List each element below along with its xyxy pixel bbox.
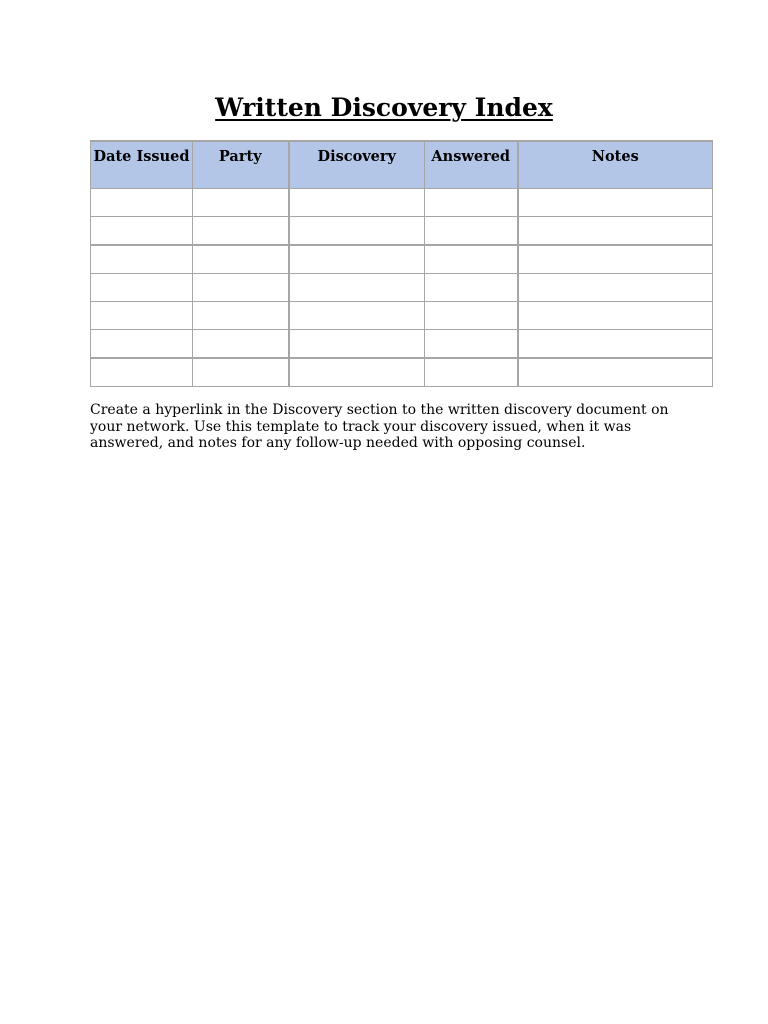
instructions-paragraph: Create a hyperlink in the Discovery section to the written discovery document on your network. Use this template to track your discovery issued, when it was answered, and notes for any follow-up needed with opposing counsel. <box>90 402 669 451</box>
table-cell[interactable] <box>193 188 289 216</box>
table-cell[interactable] <box>289 245 425 274</box>
table-cell[interactable] <box>425 273 518 301</box>
table-cell[interactable] <box>425 301 518 329</box>
table-cell[interactable] <box>193 273 289 301</box>
table-cell[interactable] <box>289 273 425 301</box>
table-cell[interactable] <box>91 301 193 329</box>
table-cell[interactable] <box>193 301 289 329</box>
table-cell[interactable] <box>193 245 289 274</box>
table-cell[interactable] <box>91 329 193 358</box>
table-cell[interactable] <box>91 358 193 387</box>
table-cell[interactable] <box>518 301 713 329</box>
document-title-text: Written Discovery Index <box>215 93 553 122</box>
table-cell[interactable] <box>518 216 713 245</box>
discovery-index-table <box>90 140 713 387</box>
table-cell[interactable] <box>518 358 713 387</box>
table-cell[interactable] <box>91 188 193 216</box>
table-cell[interactable] <box>289 216 425 245</box>
table-cell[interactable] <box>425 358 518 387</box>
table-cell[interactable] <box>289 358 425 387</box>
table-cell[interactable] <box>193 358 289 387</box>
table-cell[interactable] <box>289 188 425 216</box>
table-cell[interactable] <box>289 329 425 358</box>
table-header-row <box>91 141 713 188</box>
table-cell[interactable] <box>518 329 713 358</box>
table-cell[interactable] <box>518 273 713 301</box>
table-cell[interactable] <box>425 245 518 274</box>
table-cell[interactable] <box>91 216 193 245</box>
table-cell[interactable] <box>289 301 425 329</box>
table-row <box>91 273 713 301</box>
header-discovery: Discovery <box>289 141 425 188</box>
table-cell[interactable] <box>425 188 518 216</box>
table-row <box>91 301 713 329</box>
table-cell[interactable] <box>193 216 289 245</box>
table-cell[interactable] <box>518 188 713 216</box>
document-title <box>0 92 768 124</box>
header-date-issued: Date Issued <box>91 141 193 188</box>
table-row <box>91 329 713 358</box>
table-cell[interactable] <box>518 245 713 274</box>
table-cell[interactable] <box>193 329 289 358</box>
table-cell[interactable] <box>91 273 193 301</box>
header-answered: Answered <box>425 141 518 188</box>
table-cell[interactable] <box>91 245 193 274</box>
table-row <box>91 188 713 216</box>
table-row <box>91 216 713 245</box>
table-cell[interactable] <box>425 329 518 358</box>
table-row <box>91 245 713 274</box>
header-party: Party <box>193 141 289 188</box>
table-row <box>91 358 713 387</box>
header-notes: Notes <box>518 141 713 188</box>
table-cell[interactable] <box>425 216 518 245</box>
